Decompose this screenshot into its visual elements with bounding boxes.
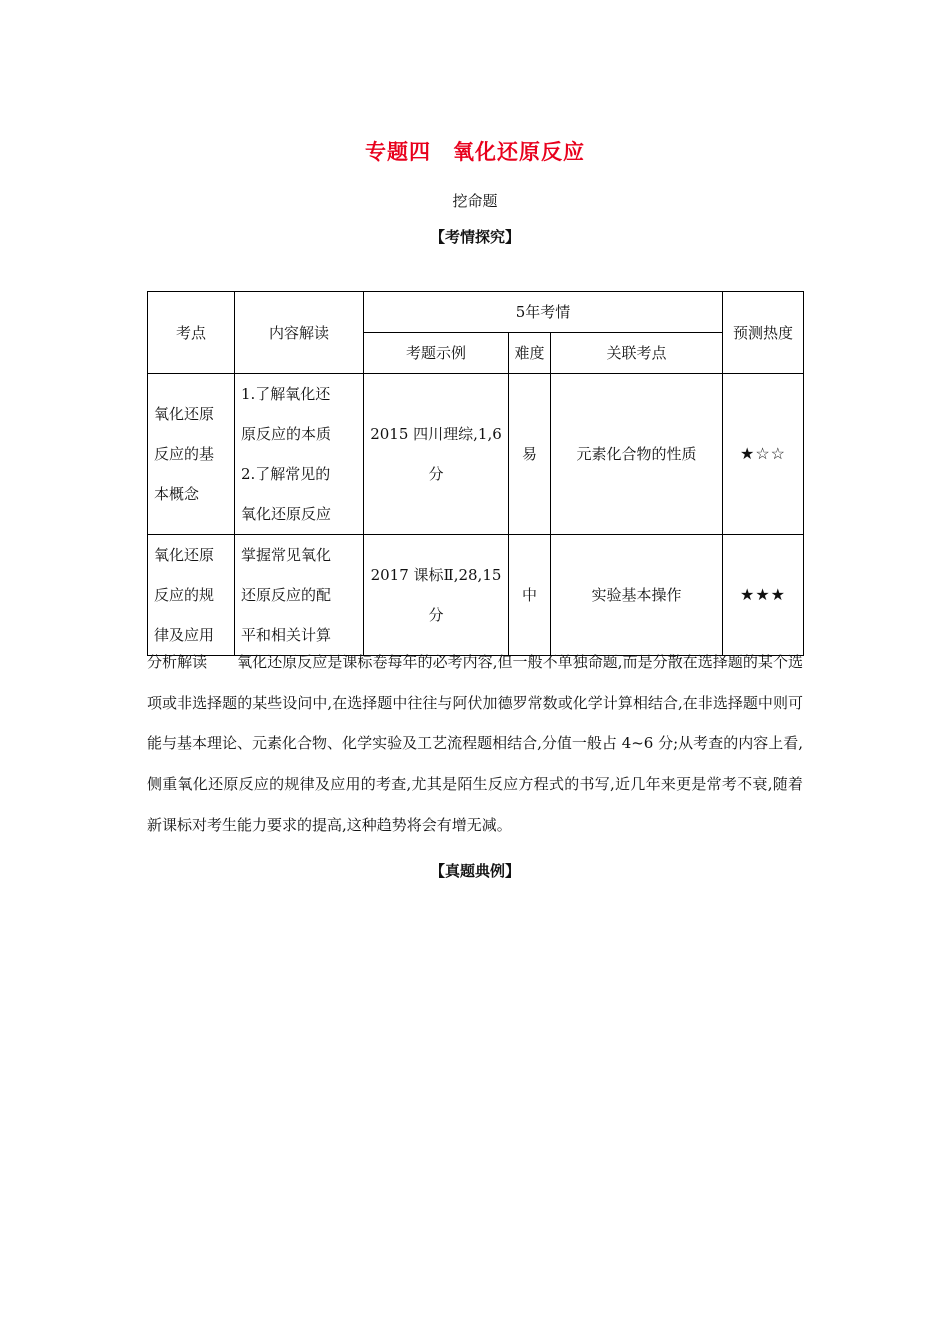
rating-stars: ★★★ xyxy=(723,535,804,656)
analysis-text: 氧化还原反应是课标卷每年的必考内容,但一般不单独命题,而是分散在选择题的某个选项或非选择题的某些设问中,在选择题中往往与阿伏加德罗常数或化学计算相结合,在非选择题中则可能与基本理论、元素化合物、化学实验及工艺流程题相结合,分值一般占 4~6 分;从考查的内容上看,侧重氧化还原反应的规律及应用的考查,尤其是陌生反应方程式的书写,近几年来更是常考不衰,随着新课标对考生能力要求的提高,这种趋势将会有增无减。 xyxy=(147,653,803,834)
cell-kaodian: 氧化还原 反应的规 律及应用 xyxy=(148,535,235,656)
cell-guanlian: 元素化合物的性质 xyxy=(551,374,723,535)
subtitle: 挖命题 xyxy=(452,192,498,210)
analysis-label: 分析解读 xyxy=(147,653,208,671)
header-kaodian: 考点 xyxy=(148,292,235,374)
rating-stars: ★☆☆ xyxy=(723,374,804,535)
cell-kaoti: 2017 课标Ⅱ,28,15 分 xyxy=(364,535,509,656)
cell-neirong: 1.了解氧化还 原反应的本质 2.了解常见的 氧化还原反应 xyxy=(235,374,364,535)
exam-analysis-table xyxy=(147,291,804,656)
cell-nandu: 易 xyxy=(509,374,551,535)
header-yuce: 预测热度 xyxy=(723,292,804,374)
cell-kaoti: 2015 四川理综,1,6 分 xyxy=(364,374,509,535)
section-heading-kaoqing: 【考情探究】 xyxy=(429,228,520,246)
header-guanlian: 关联考点 xyxy=(551,333,723,374)
header-kaoti: 考题示例 xyxy=(364,333,509,374)
table-row xyxy=(148,374,804,535)
analysis-paragraph xyxy=(147,642,803,846)
cell-nandu: 中 xyxy=(509,535,551,656)
table-row xyxy=(148,535,804,656)
page-title: 专题四 氧化还原反应 xyxy=(365,140,585,164)
section-heading-zhenti: 【真题典例】 xyxy=(429,862,520,880)
header-nandu: 难度 xyxy=(509,333,551,374)
header-neirong: 内容解读 xyxy=(235,292,364,374)
header-five-year: 5年考情 xyxy=(364,292,723,333)
cell-neirong: 掌握常见氧化 还原反应的配 平和相关计算 xyxy=(235,535,364,656)
cell-guanlian: 实验基本操作 xyxy=(551,535,723,656)
cell-kaodian: 氧化还原 反应的基 本概念 xyxy=(148,374,235,535)
